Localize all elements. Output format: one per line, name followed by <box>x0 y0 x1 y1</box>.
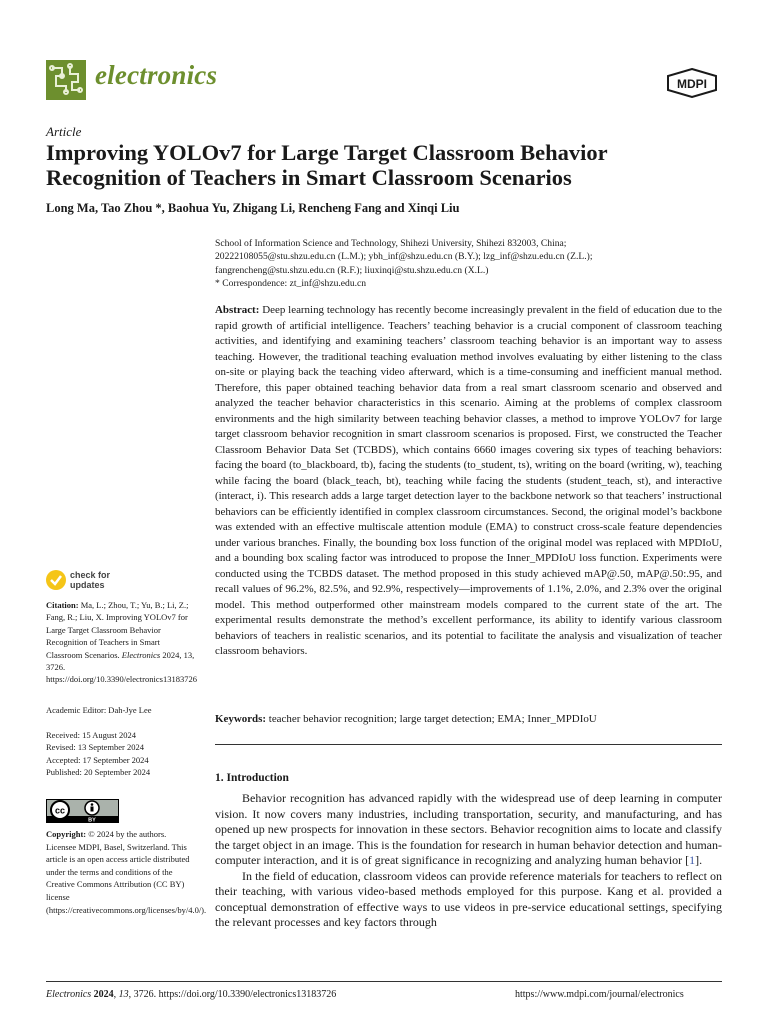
footer-doi[interactable]: , 3726. https://doi.org/10.3390/electronics13183726 <box>128 989 337 1000</box>
footer-journal-url[interactable]: https://www.mdpi.com/journal/electronics <box>515 989 684 1000</box>
svg-text:cc: cc <box>54 805 66 816</box>
copyright-label: Copyright: <box>46 829 87 839</box>
introduction-body <box>215 791 722 931</box>
cc-by-license-icon[interactable] <box>46 799 119 823</box>
authors: Long Ma, Tao Zhou *, Baohua Yu, Zhigang Li, Rencheng Fang and Xinqi Liu <box>46 201 460 215</box>
citation-label: Citation: <box>46 600 79 610</box>
check-line: updates <box>70 580 105 590</box>
affiliation-line: 20222108055@stu.shzu.edu.cn (L.M.); ybh_inf@shzu.edu.cn (B.Y.); lzg_inf@shzu.edu.cn (Z.L.); <box>215 251 593 263</box>
citation-link[interactable]: 1 <box>689 853 696 867</box>
svg-text:BY: BY <box>88 817 96 823</box>
paragraph <box>215 791 722 869</box>
keywords-text: teacher behavior recognition; large target detection; EMA; Inner_MPDIoU <box>268 713 597 725</box>
footer-citation: Electronics 2024, 13, 3726. https://doi.org/10.3390/electronics13183726 <box>46 989 337 1000</box>
check-for-updates-label <box>70 570 130 590</box>
abstract-label: Abstract: <box>215 304 260 316</box>
citation-journal: Electronics <box>121 649 161 660</box>
article-type: Article <box>46 124 82 139</box>
footer-volume: 13 <box>118 989 129 1000</box>
paper-title: Improving YOLOv7 for Large Target Classroom Behavior Recognition of Teachers in Smart Classroom Scenarios <box>46 140 608 190</box>
academic-editor: Academic Editor: Dah-Jye Lee <box>46 705 152 715</box>
affiliation <box>215 237 730 291</box>
date-published: Published: 20 September 2024 <box>46 766 151 777</box>
correspondence: * Correspondence: zt_inf@shzu.edu.cn <box>215 278 367 290</box>
footer-year: 2024 <box>93 989 114 1000</box>
copyright-text: © 2024 by the authors. Licensee MDPI, Basel, Switzerland. This article is an open access article distributed under the terms and conditions of the Creative Commons Attribution (CC BY) license (https://creativecommons.org/licenses/by/4.0/). <box>46 829 207 915</box>
paragraph: In the field of education, classroom videos can provide reference materials for teachers to reflect on their teaching, with various video-based methods employed for this purpose. Kang et al. provided a conceptual demonstration of effective ways to use videos in pre-service educational settings, specifying the relevant processes and key factors through <box>215 868 722 929</box>
date-received: Received: 15 August 2024 <box>46 730 136 740</box>
date-revised: Revised: 13 September 2024 <box>46 742 144 753</box>
abstract <box>215 303 722 660</box>
affiliation-line: School of Information Science and Technology, Shihezi University, Shihezi 832003, China; <box>215 238 567 249</box>
citation-ref: 2024, 13, 3726. https://doi.org/10.3390/electronics13183726 <box>46 649 197 685</box>
section-heading: 1. Introduction <box>215 772 289 784</box>
journal-name: electronics <box>95 60 218 90</box>
affiliation-line: fangrencheng@stu.shzu.edu.cn (R.F.); liuxinqi@stu.shzu.edu.cn (X.L.) <box>215 264 489 276</box>
citation-text: Ma, L.; Zhou, T.; Yu, B.; Li, Z.; Fang, R.; Liu, X. Improving YOLOv7 for Large Target Classroom Behavior Recognition of Teachers in Smart Classroom Scenarios. <box>46 600 189 660</box>
mdpi-logo-icon <box>666 68 718 98</box>
crossmark-icon <box>46 570 66 590</box>
check-line: check for <box>70 570 111 580</box>
footer-divider <box>46 981 722 982</box>
mdpi-logo-text: MDPI <box>677 77 707 91</box>
citation-block <box>46 599 196 686</box>
keywords <box>215 712 722 727</box>
keywords-label: Keywords: <box>215 713 267 725</box>
publication-dates <box>46 729 150 778</box>
abstract-text: Deep learning technology has recently become increasingly prevalent in the field of education due to the rapid growth of artificial intelligence. Teachers’ teaching behavior is a crucial component of classroom teaching activities, and identifying and examining teachers’ classroom teaching behavior is an important way to assess teaching. However, the traditional teaching evaluation method involves evaluating by either listening to the class on-site or playing back the teaching video afterward, which is a time-consuming and inefficient manual method. Therefore, this paper obtained teaching behavior data from a real smart classroom scenario and observed and analyzed the teacher behavior characteristics in this scenario. Aiming at the problems of complex classroom environments and the high similarity between teaching behavior classes, a method to improve YOLOv7 for large target classroom behavior recognition in smart classroom scenarios is proposed. First, we constructed the Teacher Classroom Behavior Data Set (TCBDS), which contains 6660 images covering six types of teaching behaviors: facing the board (to_blackboard, tb), facing the students (to_student, ts), writing on the board (writing, w), teaching while facing the board (black_teach, bt), teaching while facing the students (student_teach, st), and interactive (interact, i). This research adds a large target detection layer to the backbone network so that teachers’ instructional behaviors can be efficiently identified in complex classroom circumstances. Second, the original model’s backbone was extended with an effective multiscale attention module (EMA) to construct cross-scale feature dependencies under various branches. Finally, the bounding box loss function of the original model was replaced with MPDIoU, and a bounding box scaling factor was introduced to propose the Inner_MPDIoU loss function. Experiments were conducted using the TCBDS dataset. The method proposed in this study achieved mAP@.50, mAP@.50:.95, and recall values of 96.2%, 82.5%, and 92.9%, respectively—improvements of 1.1%, 2.0%, and 2.3% over the original model. This method outperformed other mainstream models compared to the current state of the art. The experimental results demonstrate the method’s excellent performance, its ability to identify various classroom behaviors of teachers in realistic scenarios, and its potential to facilitate the analysis and visualization of teacher classroom behaviors. <box>215 304 722 657</box>
journal-logo-icon <box>46 60 86 100</box>
copyright-block <box>46 828 207 916</box>
date-accepted: Accepted: 17 September 2024 <box>46 754 149 765</box>
divider <box>215 744 722 745</box>
footer-journal: Electronics <box>46 989 92 1000</box>
paragraph-text: Behavior recognition has advanced rapidly with the widespread use of deep learning in computer vision. It now covers many industries, including transportation, security, and manufacturing, and has opened up new prospects for innovation in these sectors. Behavior recognition aims to locate and classify the target object in an image. This is the foundation for research in human behavior detection and human-computer interaction, and it is of great significance in recognizing and analyzing human behavior [ <box>215 791 722 867</box>
paragraph-text: ]. <box>695 853 703 867</box>
